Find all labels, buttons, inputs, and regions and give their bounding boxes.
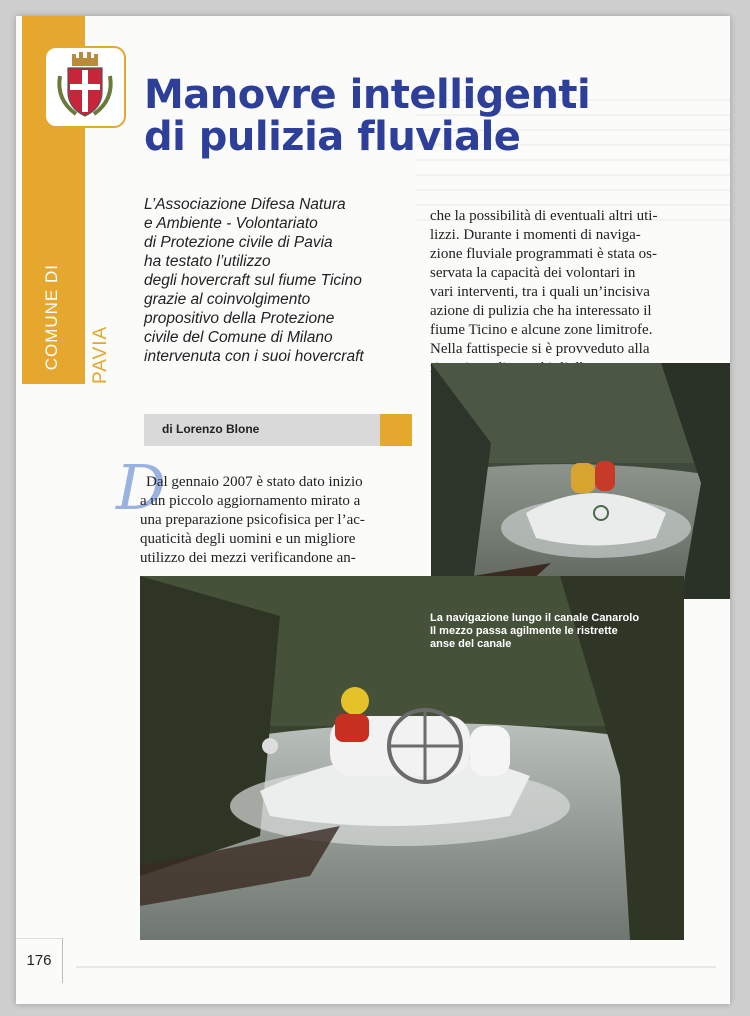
byline-bar xyxy=(144,414,396,446)
lead-line: degli hovercraft sul fiume Ticino xyxy=(144,272,362,289)
hovercraft-photo-top xyxy=(431,363,730,599)
body-column-2 xyxy=(430,207,722,378)
caption-line: anse del canale xyxy=(430,638,512,650)
lead-line: e Ambiente - Volontariato xyxy=(144,215,318,232)
lead-line: di Protezione civile di Pavia xyxy=(144,234,333,251)
crest-icon xyxy=(46,48,124,126)
body-line: utilizzo dei mezzi verificandone an- xyxy=(140,550,356,566)
drop-cap: D xyxy=(116,451,166,524)
lead-line: L’Associazione Difesa Natura xyxy=(144,196,346,213)
caption-line: La navigazione lungo il canale Canarolo xyxy=(430,612,640,624)
article-title xyxy=(144,74,724,158)
page-number: 176 xyxy=(16,938,63,983)
magazine-page xyxy=(16,16,730,1004)
body-line: zione fluviale programmati è stata os- xyxy=(430,246,657,262)
body-line: servata la capacità dei volontari in xyxy=(430,265,636,281)
lead-line: ha testato l’utilizzo xyxy=(144,253,271,270)
body-line: Dal gennaio 2007 è stato dato inizio xyxy=(146,474,363,490)
hovercraft-photo-icon xyxy=(431,363,730,599)
pavia-crest-logo xyxy=(44,46,126,128)
body-line: quaticità degli uomini e un migliore xyxy=(140,531,356,547)
body-line: vari interventi, tra i quali un’incisiva xyxy=(430,284,650,300)
section-comune-di: COMUNE DI xyxy=(42,263,61,370)
byline-accent xyxy=(380,414,412,446)
article-lead xyxy=(144,195,412,366)
lead-line: intervenuta con i suoi hovercraft xyxy=(144,348,364,365)
body-line: a un piccolo aggiornamento mirato a xyxy=(140,493,361,509)
title-line: Manovre intelligenti xyxy=(144,72,591,118)
body-line: fiume Ticino e alcune zone limitrofe. xyxy=(430,322,653,338)
body-line: azione di pulizia che ha interessato il xyxy=(430,303,652,319)
lead-line: propositivo della Protezione xyxy=(144,310,335,327)
photo-caption xyxy=(430,612,690,651)
lead-line: grazie al coinvolgimento xyxy=(144,291,311,308)
body-line: lizzi. Durante i momenti di naviga- xyxy=(430,227,641,243)
lead-line: civile del Comune di Milano xyxy=(144,329,333,346)
body-line: una preparazione psicofisica per l’ac- xyxy=(140,512,365,528)
title-line: di pulizia fluviale xyxy=(144,114,521,160)
body-line: Nella fattispecie si è provveduto alla xyxy=(430,341,650,357)
section-pavia: PAVIA xyxy=(90,325,111,384)
body-line: che la possibilità di eventuali altri uti- xyxy=(430,208,658,224)
footer-rule xyxy=(76,966,716,968)
byline-text: di Lorenzo Blone xyxy=(162,422,260,436)
body-column-1 xyxy=(140,473,422,568)
caption-line: Il mezzo passa agilmente le ristrette xyxy=(430,625,618,637)
